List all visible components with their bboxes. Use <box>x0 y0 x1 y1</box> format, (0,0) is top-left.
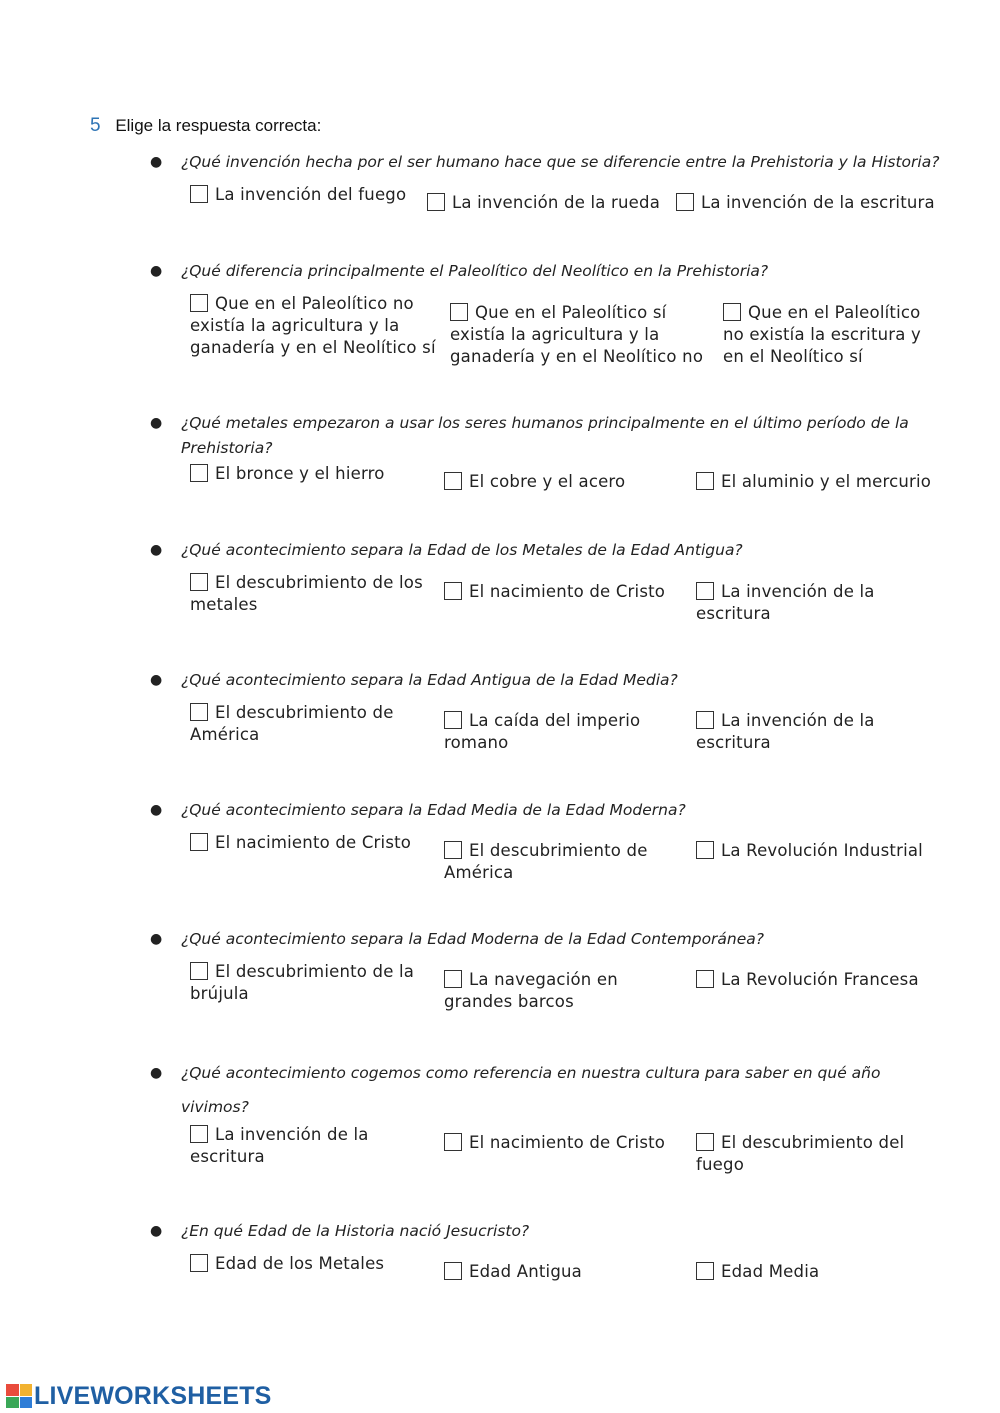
option-label: La invención de la escritura <box>190 1125 369 1166</box>
option-6a[interactable] <box>190 832 430 854</box>
option-label: El aluminio y el mercurio <box>721 472 932 491</box>
bullet-icon: ● <box>150 154 163 170</box>
option-label: El descubrimiento de los metales <box>190 573 423 614</box>
bullet-icon: ● <box>150 1223 163 1239</box>
option-label: Edad Antigua <box>469 1262 582 1281</box>
checkbox[interactable] <box>696 1262 714 1280</box>
question-label: ¿Qué acontecimiento separa la Edad de los Metales de la Edad Antigua? <box>181 541 743 559</box>
exercise-number: 5 <box>90 115 101 136</box>
option-label: El bronce y el hierro <box>215 464 385 483</box>
checkbox[interactable] <box>696 1133 714 1151</box>
question-text <box>150 411 940 461</box>
question-8 <box>150 1056 940 1124</box>
question-label: ¿Qué acontecimiento separa la Edad Moderna de la Edad Contemporánea? <box>181 930 765 948</box>
question-text <box>150 150 940 175</box>
question-label: ¿Qué metales empezaron a usar los seres humanos principalmente en el último período de la Prehistoria? <box>181 414 909 457</box>
question-text <box>150 927 940 952</box>
checkbox[interactable] <box>190 185 208 203</box>
option-1b[interactable] <box>427 192 677 214</box>
question-text <box>150 1056 940 1124</box>
option-9b[interactable] <box>444 1261 644 1283</box>
checkbox[interactable] <box>450 303 468 321</box>
checkbox[interactable] <box>444 1262 462 1280</box>
option-5c[interactable] <box>696 710 896 754</box>
checkbox[interactable] <box>444 841 462 859</box>
option-label: La invención de la rueda <box>452 193 661 212</box>
option-label: La invención de la escritura <box>701 193 935 212</box>
option-label: El descubrimiento de la brújula <box>190 962 415 1003</box>
checkbox[interactable] <box>696 472 714 490</box>
question-label: ¿Qué acontecimiento separa la Edad Antigua de la Edad Media? <box>181 671 678 689</box>
option-label: El descubrimiento del fuego <box>696 1133 905 1174</box>
liveworksheets-logo <box>6 1382 272 1410</box>
question-label: ¿Qué acontecimiento cogemos como referencia en nuestra cultura para saber en qué año vivimos? <box>181 1064 881 1116</box>
option-2a[interactable] <box>190 293 440 359</box>
option-6b[interactable] <box>444 840 664 884</box>
option-8c[interactable] <box>696 1132 921 1176</box>
checkbox[interactable] <box>444 1133 462 1151</box>
checkbox[interactable] <box>190 1125 208 1143</box>
option-4b[interactable] <box>444 581 684 603</box>
option-label: El nacimiento de Cristo <box>469 582 666 601</box>
question-text <box>150 798 940 823</box>
checkbox[interactable] <box>696 841 714 859</box>
option-5b[interactable] <box>444 710 664 754</box>
checkbox[interactable] <box>444 970 462 988</box>
option-label: La caída del imperio romano <box>444 711 641 752</box>
option-label: La Revolución Francesa <box>721 970 919 989</box>
option-9a[interactable] <box>190 1253 420 1275</box>
question-text <box>150 259 940 284</box>
question-label: ¿Qué invención hecha por el ser humano hace que se diferencie entre la Prehistoria y la Historia? <box>181 153 940 171</box>
checkbox[interactable] <box>444 472 462 490</box>
option-label: La navegación en grandes barcos <box>444 970 618 1011</box>
option-label: La invención del fuego <box>215 185 407 204</box>
option-label: La invención de la escritura <box>696 582 875 623</box>
option-6c[interactable] <box>696 840 936 862</box>
question-text <box>150 538 940 563</box>
question-7 <box>150 927 940 952</box>
bullet-icon: ● <box>150 1065 163 1081</box>
question-label: ¿En qué Edad de la Historia nació Jesucristo? <box>181 1222 530 1240</box>
option-7a[interactable] <box>190 961 420 1005</box>
question-label: ¿Qué acontecimiento separa la Edad Media de la Edad Moderna? <box>181 801 686 819</box>
bullet-icon: ● <box>150 802 163 818</box>
option-4c[interactable] <box>696 581 896 625</box>
option-label: La Revolución Industrial <box>721 841 923 860</box>
option-9c[interactable] <box>696 1261 896 1283</box>
checkbox[interactable] <box>444 582 462 600</box>
checkbox[interactable] <box>190 703 208 721</box>
option-7c[interactable] <box>696 969 936 991</box>
question-text <box>150 668 940 693</box>
question-5 <box>150 668 940 693</box>
question-9 <box>150 1219 940 1244</box>
option-label: Que en el Paleolítico sí existía la agricultura y la ganadería y en el Neolítico no <box>450 303 704 366</box>
bullet-icon: ● <box>150 931 163 947</box>
option-3b[interactable] <box>444 471 684 493</box>
checkbox[interactable] <box>723 303 741 321</box>
checkbox[interactable] <box>190 1254 208 1272</box>
option-5a[interactable] <box>190 702 410 746</box>
question-2 <box>150 259 940 284</box>
option-8a[interactable] <box>190 1124 390 1168</box>
checkbox[interactable] <box>696 582 714 600</box>
checkbox[interactable] <box>696 970 714 988</box>
option-label: El nacimiento de Cristo <box>215 833 412 852</box>
option-label: El nacimiento de Cristo <box>469 1133 666 1152</box>
option-1c[interactable] <box>676 192 936 214</box>
option-3c[interactable] <box>696 471 936 493</box>
option-label: Que en el Paleolítico no existía la escritura y en el Neolítico sí <box>723 303 921 366</box>
question-1 <box>150 150 940 175</box>
question-label: ¿Qué diferencia principalmente el Paleolítico del Neolítico en la Prehistoria? <box>181 262 769 280</box>
option-7b[interactable] <box>444 969 644 1013</box>
option-label: Edad de los Metales <box>215 1254 385 1273</box>
option-label: Edad Media <box>721 1262 820 1281</box>
bullet-icon: ● <box>150 672 163 688</box>
checkbox[interactable] <box>676 193 694 211</box>
option-1a[interactable] <box>190 184 415 206</box>
bullet-icon: ● <box>150 415 163 431</box>
checkbox[interactable] <box>190 464 208 482</box>
checkbox[interactable] <box>696 711 714 729</box>
question-6 <box>150 798 940 823</box>
option-label: El cobre y el acero <box>469 472 626 491</box>
question-text <box>150 1219 940 1244</box>
bullet-icon: ● <box>150 263 163 279</box>
option-3a[interactable] <box>190 463 415 485</box>
checkbox[interactable] <box>190 833 208 851</box>
exercise-title: Elige la respuesta correcta: <box>115 116 322 135</box>
question-3 <box>150 411 940 461</box>
exercise-heading <box>90 115 321 137</box>
option-2c[interactable] <box>723 302 933 368</box>
option-label: La invención de la escritura <box>696 711 875 752</box>
checkbox[interactable] <box>190 573 208 591</box>
bullet-icon: ● <box>150 542 163 558</box>
question-4 <box>150 538 940 563</box>
checkbox[interactable] <box>427 193 445 211</box>
checkbox[interactable] <box>444 711 462 729</box>
option-8b[interactable] <box>444 1132 684 1154</box>
option-label: Que en el Paleolítico no existía la agricultura y la ganadería y en el Neolítico sí <box>190 294 436 357</box>
option-label: El descubrimiento de América <box>190 703 394 744</box>
logo-blocks-icon <box>6 1384 32 1408</box>
logo-text: LIVEWORKSHEETS <box>34 1381 272 1410</box>
option-4a[interactable] <box>190 572 430 616</box>
option-label: El descubrimiento de América <box>444 841 648 882</box>
checkbox[interactable] <box>190 294 208 312</box>
option-2b[interactable] <box>450 302 710 368</box>
checkbox[interactable] <box>190 962 208 980</box>
